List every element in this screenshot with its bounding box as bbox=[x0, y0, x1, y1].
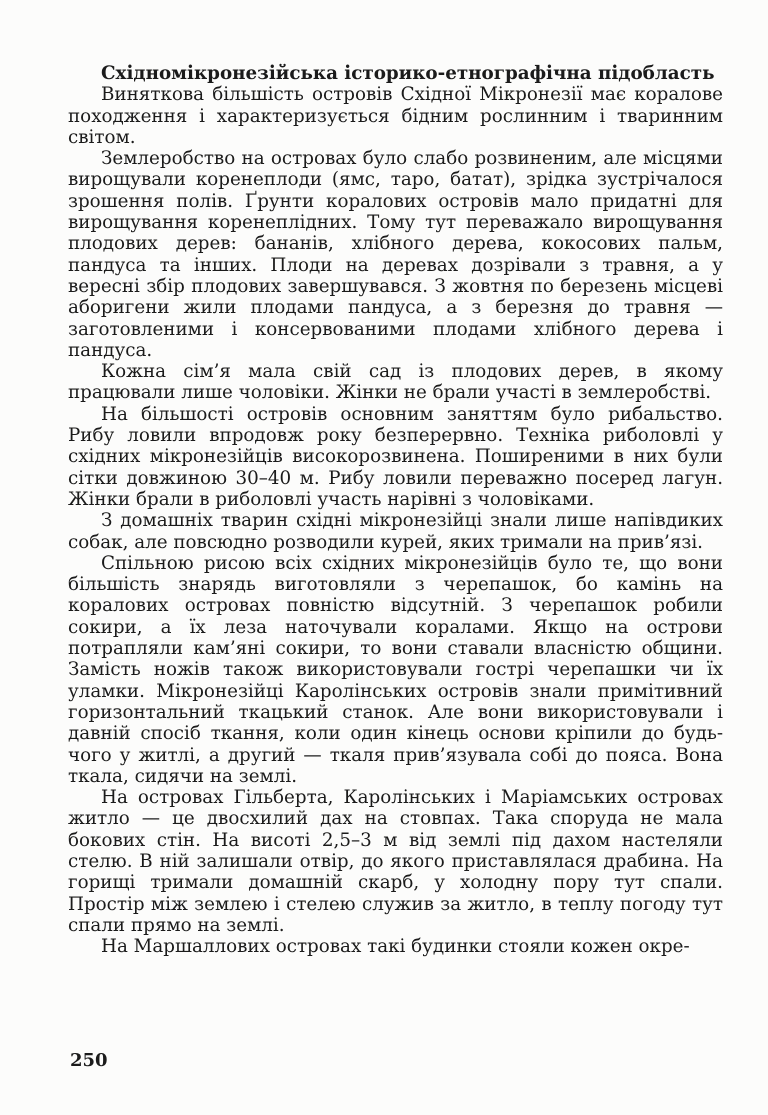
paragraph-dwellings: На островах Гільберта, Каролінських і Маріамських островах житло — це двосхилий дах на стовпах. Така споруда не мала бокових стін. На висоті 2,5–3 м від землі під дахом настеляли стелю. В ній залишали отвір, до якого приставлялася драбина. На горищі тримали домашній скарб, у холодну пору тут спали. Простір між землею і стелею служив за житло, в теплу погоду тут спали прямо на землі. bbox=[68, 787, 723, 936]
paragraph-origin: Виняткова більшість островів Східної Мікронезії має коралове походження і характеризується бідним рослинним і тваринним світом. bbox=[68, 84, 723, 148]
page-text bbox=[68, 63, 723, 957]
paragraph-tools: Спільною рисою всіх східних мікронезійців було те, що вони більшість знарядь виготовляли з черепашок, бо камінь на коралових островах повністю відсутній. З черепашок робили сокири, а їх леза наточували коралами. Якщо на острови потрапляли кам’яні сокири, то вони ставали власністю общини. Замість ножів також використовували гострі черепашки чи їх уламки. Мікронезійці Каролінських островів знали примітивний горизонтальний ткацький станок. Але вони використовували і давній спосіб ткання, коли один кінець основи кріпили до будь-чого у житлі, а другий — ткаля прив’язувала собі до пояса. Вона ткала, сидячи на землі. bbox=[68, 552, 723, 787]
paragraph-gardens: Кожна сім’я мала свій сад із плодових дерев, в якому працювали лише чоловіки. Жінки не брали участі в землеробстві. bbox=[68, 361, 723, 404]
page-number: 250 bbox=[70, 1050, 108, 1071]
section-heading: Східномікронезійська історико-етнографічна підобласть bbox=[101, 63, 715, 84]
paragraph-marshall: На Маршаллових островах такі будинки стояли кожен окре- bbox=[101, 936, 690, 958]
paragraph-fishing: На більшості островів основним заняттям було рибальство. Рибу ловили впродовж року безперервно. Техніка риболовлі у східних мікронезійців високорозвинена. Поширеними в них були сітки довжиною 30–40 м. Рибу ловили переважно посеред лагун. Жінки брали в риболовлі участь нарівні з чоловіками. bbox=[68, 403, 723, 510]
paragraph-animals: З домашніх тварин східні мікронезійці знали лише напівдиких собак, але повсюдно розводили курей, яких тримали на прив’язі. bbox=[68, 510, 723, 553]
paragraph-agriculture: Землеробство на островах було слабо розвиненим, але місцями вирощували коренеплоди (ямс, таро, батат), зрідка зустрічалося зрошення полів. Ґрунти коралових островів мало придатні для вирощування коренеплідних. Тому тут переважало вирощування плодових дерев: бананів, хлібного дерева, кокосових пальм, пандуса та інших. Плоди на деревах дозрівали з травня, а у вересні збір плодових завершувався. З жовтня по березень місцеві аборигени жили плодами пандуса, а з березня до травня — заготовленими і консервованими плодами хлібного дерева і пандуса. bbox=[68, 148, 723, 361]
